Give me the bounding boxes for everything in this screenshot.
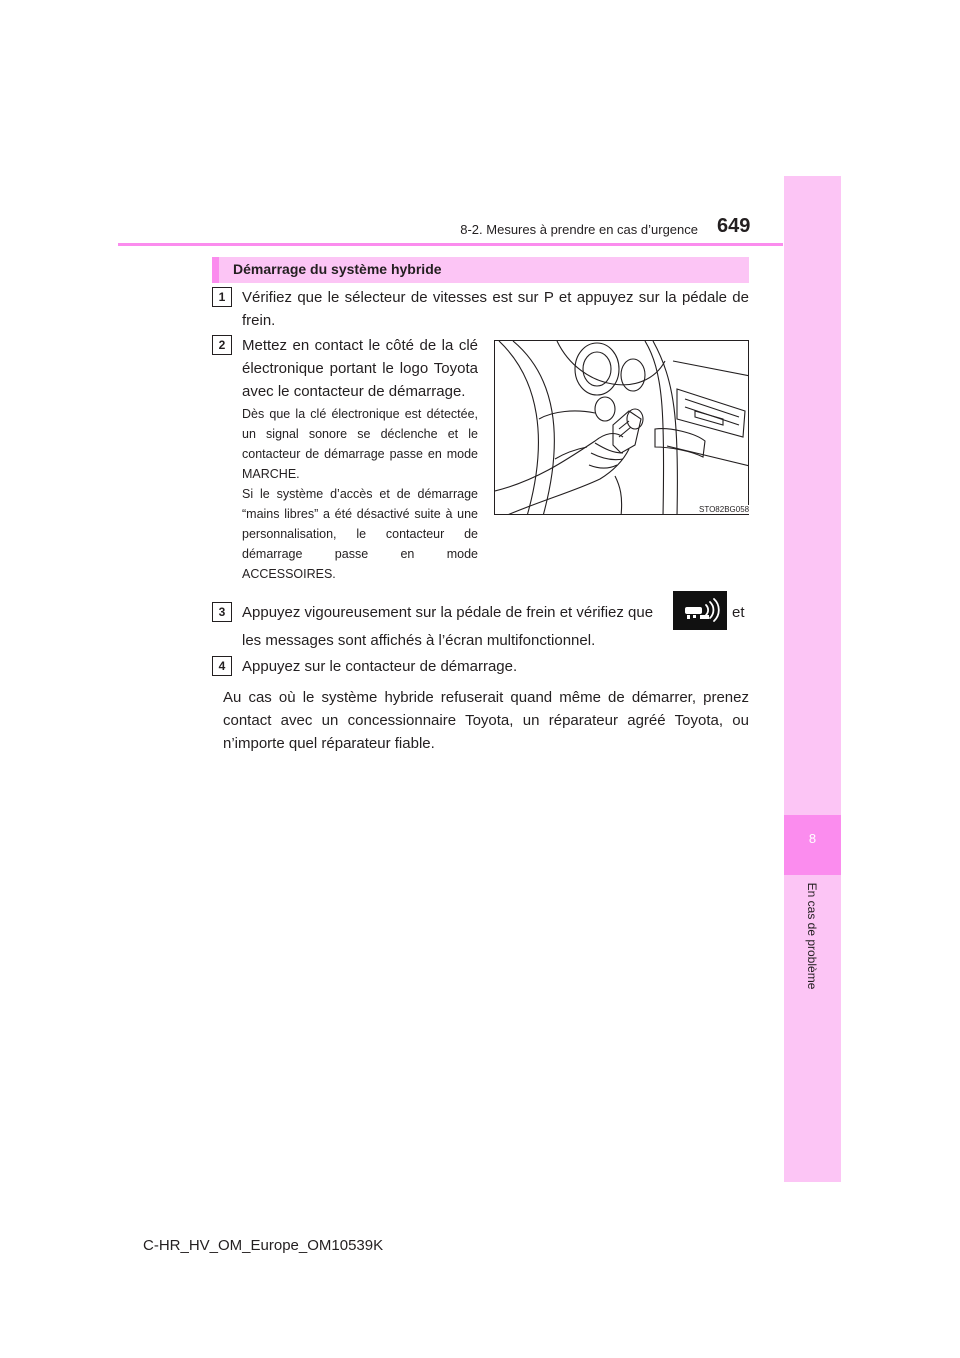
- step-1-text: Vérifiez que le sélecteur de vitesses est sur P et appuyez sur la pédale de frein.: [242, 289, 749, 329]
- illustration-code: STO82BG058: [699, 505, 750, 514]
- chapter-number: 8: [808, 831, 817, 846]
- closing-paragraph: Au cas où le système hybride refuserait quand même de démarrer, prenez contact avec un concessionnaire Toyota, un réparateur agréé Toyota, ou n’importe quel réparateur fiable.: [223, 689, 749, 752]
- step-2-note-1: Dès que la clé électronique est détectée, un signal sonore se déclenche et le contacteur de démarrage passe en mode MARCHE.: [242, 407, 478, 481]
- section-title-bar: [212, 257, 749, 283]
- dashboard-hand-key-drawing: [495, 341, 749, 515]
- header-rule: [118, 243, 783, 246]
- step-2-text: Mettez en contact le côté de la clé électronique portant le logo Toyota avec le contacteur de démarrage.: [242, 337, 478, 400]
- page-number: 649: [717, 215, 751, 237]
- section-header: 8-2. Mesures à prendre en cas d’urgence: [460, 222, 698, 237]
- side-tab-strip: [784, 176, 841, 1182]
- document-code-footer: C-HR_HV_OM_Europe_OM10539K: [143, 1237, 384, 1254]
- step-4-text: Appuyez sur le contacteur de démarrage.: [242, 658, 518, 675]
- chapter-title: En cas de problème: [805, 882, 819, 990]
- key-signal-indicator-icon: [673, 591, 727, 630]
- illustration-key-on-start-switch: [494, 340, 749, 515]
- step-number-2: 2: [212, 335, 232, 355]
- step-3-text-before: Appuyez vigoureusement sur la pédale de frein et vérifiez que: [242, 604, 654, 621]
- step-number-1: 1: [212, 287, 232, 307]
- step-2-note-2: Si le système d’accès et de démarrage “mains libres” a été désactivé suite à une personnalisation, le contacteur de démarrage passe en mode ACCESSOIRES.: [242, 487, 478, 581]
- key-icon: [673, 591, 727, 630]
- step-number-3: 3: [212, 602, 232, 622]
- step-3-text-line2: les messages sont affichés à l’écran multifonctionnel.: [242, 632, 596, 649]
- step-3-text-after: et: [732, 604, 745, 621]
- step-number-4: 4: [212, 656, 232, 676]
- section-title: Démarrage du système hybride: [233, 261, 442, 277]
